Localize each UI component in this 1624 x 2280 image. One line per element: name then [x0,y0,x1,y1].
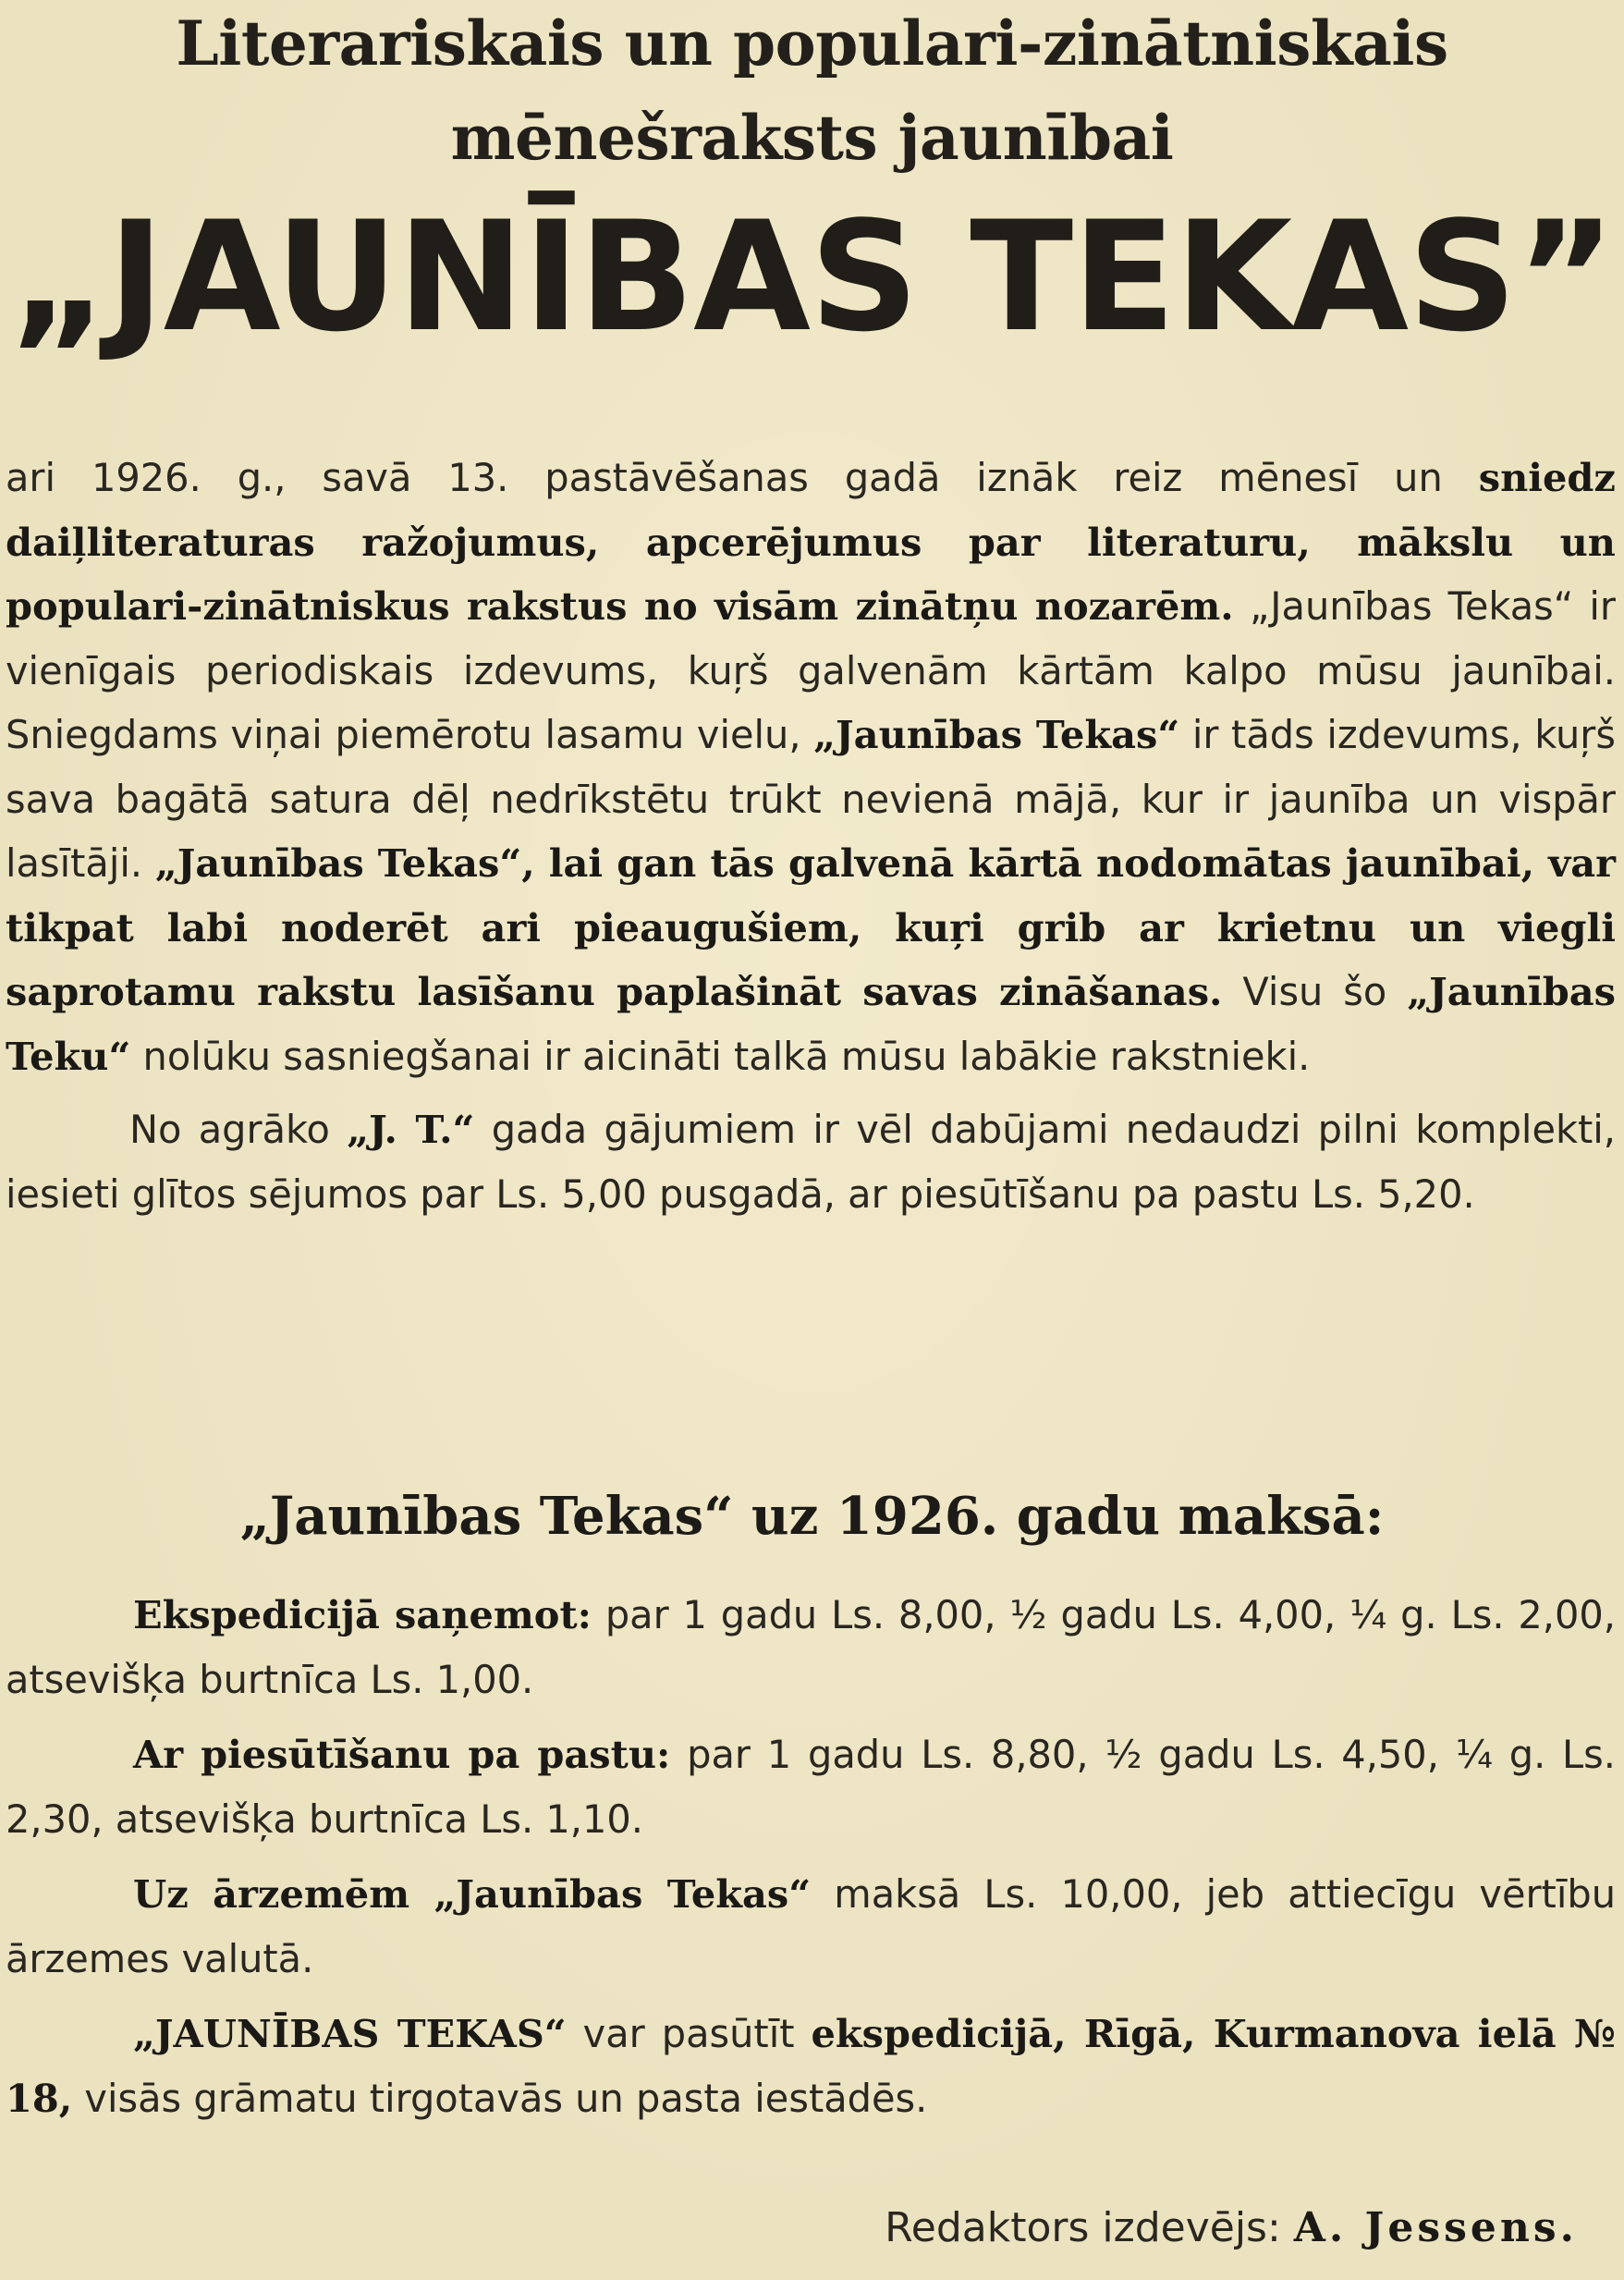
price-mail-label: Ar piesūtīšanu pa pastu: [133,1732,671,1777]
back-issues-text-2: gada gājumiem ir vēl dabūjami nedaudzi pilni komplekti, iesieti glītos sējumos par Ls. 5,00 pusgadā, ar piesūtīšanu pa pastu Ls. 5,20. [6,1107,1616,1217]
price-abroad-label: Uz ārzemēm „Jaunības Tekas“ [133,1871,812,1917]
price-abroad-paragraph [6,1862,1616,1991]
intro-bold-3: „Jaunības Tekas“, lai gan tās galvenā kārtā nodomātas jaunībai, var tikpat labi noderēt ari pieaugušiem, kuŗi grib ar krietnu un viegli saprotamu rakstu lasīšanu paplašināt savas zināšanas. [6,840,1616,1014]
back-issues-text-1: No agrāko [129,1107,348,1152]
intro-paragraph [6,446,1616,1088]
intro-text-2: „Jaunības Tekas“ ir vienīgais periodiskais izdevums, kuŗš galvenām kārtām kalpo mūsu jaunībai. Sniegdams viņai piemērotu lasamu vielu, [6,583,1616,757]
back-issues-bold: „J. T.“ [347,1107,475,1152]
order-info-paragraph [6,2002,1616,2130]
editor-signature [885,2204,1578,2251]
price-pickup-label: Ekspedicijā saņemot: [133,1592,592,1637]
prices-block [6,1583,1616,2141]
price-pickup-text: par 1 gadu Ls. 8,00, ½ gadu Ls. 4,00, ¼ g. Ls. 2,00, atsevišķa burtnīca Ls. 1,00. [6,1592,1616,1702]
price-pickup-paragraph [6,1583,1616,1711]
order-text-1: var pasūtīt [566,2011,812,2056]
intro-text-1: ari 1926. g., savā 13. pastāvēšanas gadā iznāk reiz mēnesī un [6,455,1479,500]
order-text-2: visās grāmatu tirgotavās un pasta iestādēs. [72,2075,928,2121]
intro-text-5: nolūku sasniegšanai ir aicināti talkā mūsu labākie rakstnieki. [130,1033,1311,1079]
back-issues-paragraph [6,1097,1616,1226]
intro-bold-1: sniedz daiļliteraturas ražojumus, apcerējumus par literaturu, mākslu un populari-zinātniskus rakstus no visām zinātņu nozarēm. [6,455,1616,629]
signature-label: Redaktors izdevējs: [885,2204,1294,2251]
description-block [6,446,1616,1226]
intro-text-4: Visu šo [1222,969,1408,1014]
order-address: ekspedicijā, Rīgā, Kurmanova ielā № 18, [6,2011,1616,2121]
masthead-title: „JAUNĪBAS TEKAS” [8,189,1616,365]
order-title: „JAUNĪBAS TEKAS“ [133,2011,567,2056]
intro-bold-2: „Jaunības Tekas“ [813,712,1180,757]
price-mail-text: par 1 gadu Ls. 8,80, ½ gadu Ls. 4,50, ¼ g. Ls. 2,30, atsevišķa burtnīca Ls. 1,10. [6,1732,1616,1842]
price-mail-paragraph [6,1722,1616,1851]
price-abroad-text: maksā Ls. 10,00, jeb attiecīgu vērtību ārzemes valutā. [6,1871,1617,1981]
signature-name: A. Jessens. [1293,2204,1578,2251]
header-subtitle-line-2: mēnešraksts jaunībai [450,102,1174,174]
intro-text-3: ir tāds izdevums, kuŗš sava bagātā satura dēļ nedrīkstētu trūkt nevienā mājā, kur ir jaunība un vispār lasītāji. [6,712,1616,886]
intro-bold-4: „Jaunības Teku“ [6,969,1616,1079]
prices-heading: „Jaunības Tekas“ uz 1926. gadu maksā: [239,1486,1385,1547]
header-subtitle-line-1: Literariskais un populari-zinātniskais [176,7,1448,80]
